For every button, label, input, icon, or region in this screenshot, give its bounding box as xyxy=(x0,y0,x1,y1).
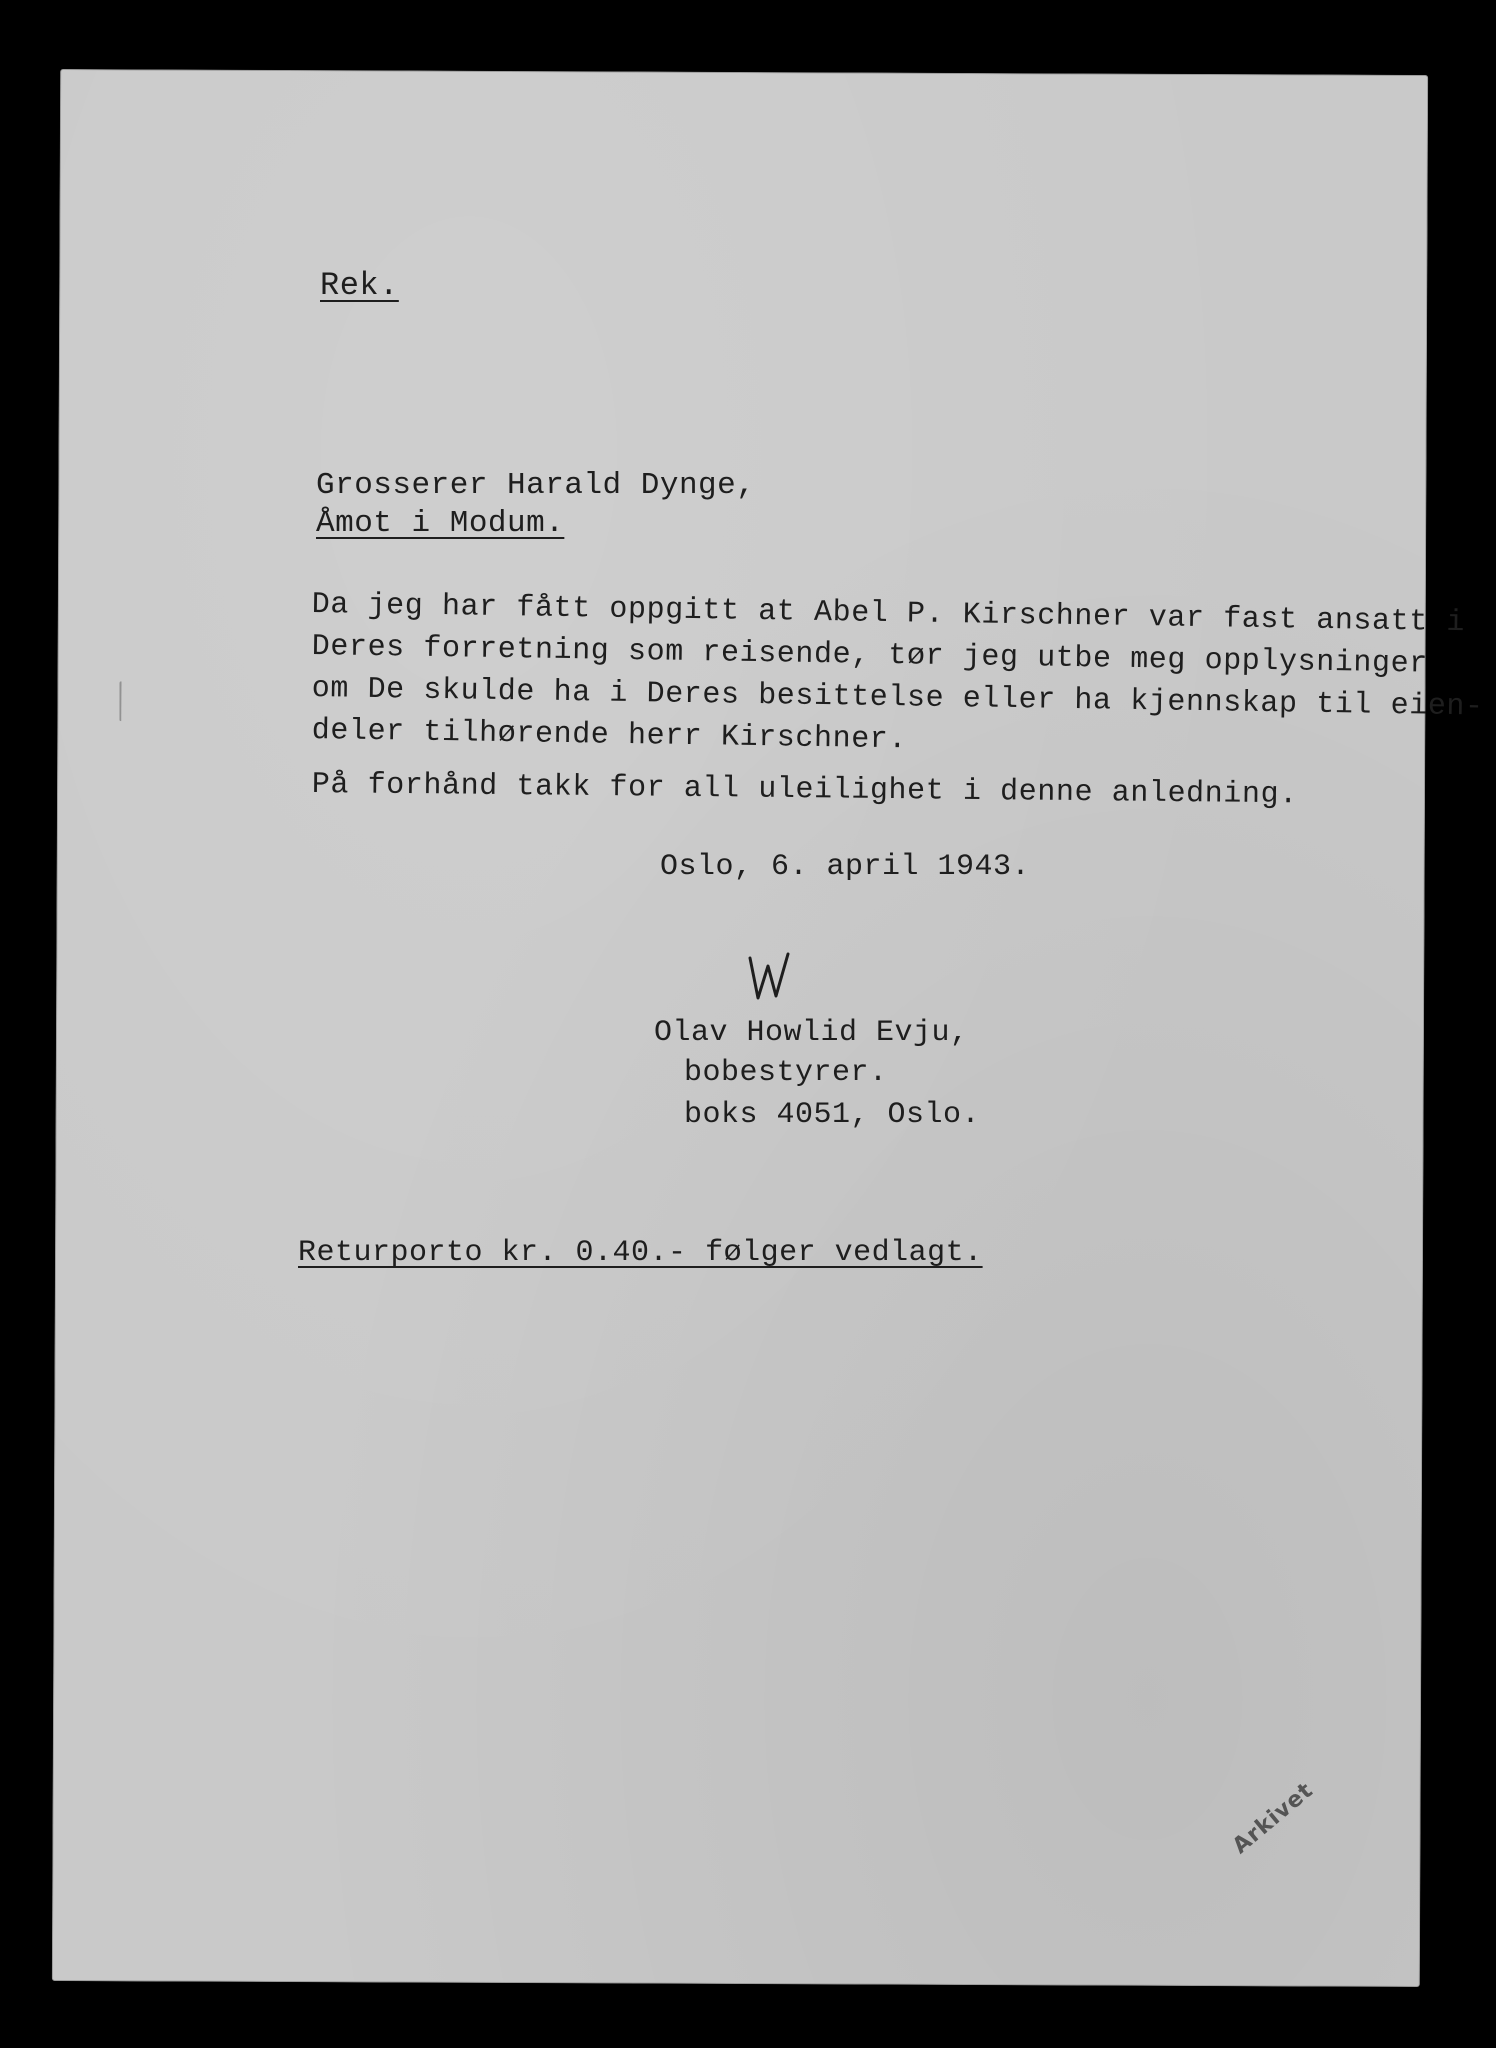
body-line-3: om De skulde ha i Deres besittelse eller ha kjennskap til eien- xyxy=(311,672,1484,725)
sender-title: bobestyrer. xyxy=(684,1056,888,1090)
sender-address: boks 4051, Oslo. xyxy=(684,1098,981,1132)
signature-initial xyxy=(746,952,796,1006)
postscript: Returporto kr. 0.40.- følger vedlagt. xyxy=(298,1236,983,1270)
body-line-2: Deres forretning som reisende, tør jeg utbe meg opplysninger xyxy=(311,630,1429,682)
body-line-1: Da jeg har fått oppgitt at Abel P. Kirschner var fast ansatt i xyxy=(311,588,1466,641)
recipient-name: Grosserer Harald Dynge, xyxy=(316,468,756,503)
date-line: Oslo, 6. april 1943. xyxy=(660,850,1031,884)
recipient-place: Åmot i Modum. xyxy=(316,506,565,541)
sender-name: Olav Howlid Evju, xyxy=(654,1016,969,1050)
reference-mark: Rek. xyxy=(320,267,399,304)
body-line-4: deler tilhørende herr Kirschner. xyxy=(311,714,908,758)
archive-stamp: Arkivet xyxy=(1228,1777,1319,1860)
closing-line: På forhånd takk for all uleilighet i denne anledning. xyxy=(311,768,1298,813)
edge-mark xyxy=(119,681,126,721)
